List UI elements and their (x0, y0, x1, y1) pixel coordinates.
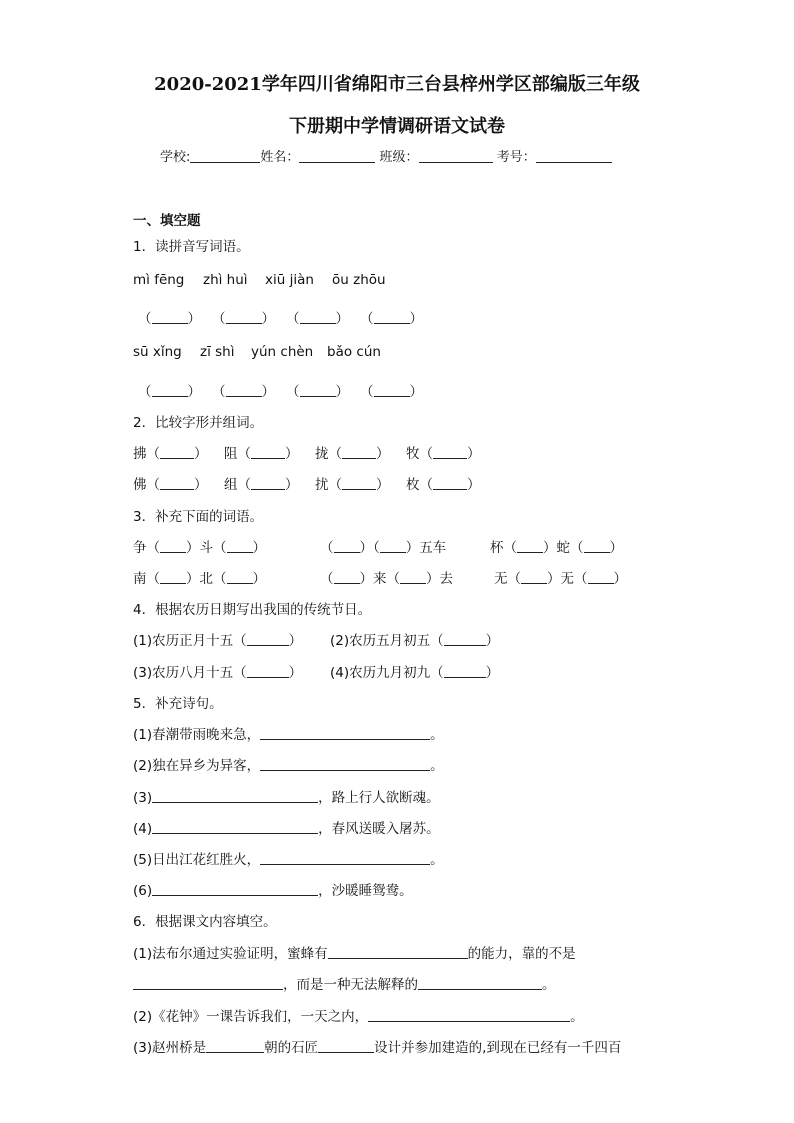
char-item[interactable]: 牧（ ） (406, 446, 481, 462)
idiom-item[interactable]: （ ）（ ）五车 (320, 540, 447, 556)
char-item[interactable]: 组（ ） (224, 477, 299, 493)
festival-item[interactable]: (4)农历九月初九（ ） (330, 665, 500, 681)
idiom-item[interactable]: 南（ ）北（ ） (133, 571, 266, 587)
poem-line[interactable]: (1)春潮带雨晚来急， 。 (133, 727, 444, 743)
name-field[interactable] (299, 148, 375, 163)
idiom-item[interactable]: 杯（ ）蛇（ ） (490, 540, 623, 556)
pinyin: sū xǐng (133, 344, 182, 360)
answer-blank[interactable]: （ ） (360, 311, 423, 327)
pinyin: yún chèn (251, 344, 314, 360)
title-line-1: 2020-2021学年四川省绵阳市三台县梓州学区部编版三年级 (154, 74, 640, 95)
poem-line[interactable]: (6) ，沙暖睡鸳鸯。 (133, 883, 413, 899)
text-fill-line[interactable]: (3)赵州桥是 朝的石匠 设计并参加建造的,到现在已经有一千四百 (133, 1040, 622, 1056)
poem-line[interactable]: (4) ，春风送暖入屠苏。 (133, 821, 440, 837)
q6-stem: 6．根据课文内容填空。 (133, 914, 277, 930)
char-item[interactable]: 佛（ ） (133, 477, 208, 493)
idiom-item[interactable]: 无（ ）无（ ） (494, 571, 627, 587)
char-item[interactable]: 拂（ ） (133, 446, 208, 462)
poem-line[interactable]: (2)独在异乡为异客， 。 (133, 758, 444, 774)
answer-blank[interactable]: （ ） (286, 311, 349, 327)
char-item[interactable]: 扰（ ） (315, 477, 390, 493)
answer-blank[interactable]: （ ） (212, 311, 275, 327)
char-item[interactable]: 枚（ ） (406, 477, 481, 493)
student-info-row (160, 146, 612, 165)
number-label: 考号： (496, 150, 536, 165)
school-label: 学校: (160, 150, 191, 165)
text-fill-line[interactable]: (2)《花钟》一课告诉我们，一天之内， 。 (133, 1009, 584, 1025)
idiom-item[interactable]: 争（ ）斗（ ） (133, 540, 266, 556)
text-fill-line[interactable]: (1)法布尔通过实验证明，蜜蜂有 的能力，靠的不是 (133, 946, 576, 962)
section-heading: 一、填空题 (133, 213, 201, 229)
pinyin: xiū jiàn (265, 272, 314, 288)
char-item[interactable]: 拢（ ） (315, 446, 390, 462)
name-label: 姓名： (260, 150, 300, 165)
pinyin: mì fēng (133, 272, 185, 288)
pinyin: bǎo cún (327, 344, 381, 360)
text-fill-line[interactable]: ，而是一种无法解释的 。 (133, 973, 556, 993)
class-field[interactable] (419, 148, 493, 163)
title-line-2: 下册期中学情调研语文试卷 (289, 116, 505, 137)
school-field[interactable] (190, 148, 260, 163)
q4-stem: 4．根据农历日期写出我国的传统节日。 (133, 602, 372, 618)
answer-blank[interactable]: （ ） (138, 384, 201, 400)
q1-stem: 1．读拼音写词语。 (133, 239, 250, 255)
festival-item[interactable]: (2)农历五月初五（ ） (330, 633, 500, 649)
idiom-item[interactable]: （ ）来（ ）去 (320, 571, 453, 587)
poem-line[interactable]: (3) ，路上行人欲断魂。 (133, 790, 440, 806)
number-field[interactable] (536, 148, 612, 163)
pinyin: zī shì (200, 344, 235, 360)
pinyin: ōu zhōu (332, 272, 386, 288)
festival-item[interactable]: (1)农历正月十五（ ） (133, 633, 303, 649)
class-label: 班级： (379, 150, 419, 165)
q5-stem: 5．补充诗句。 (133, 696, 223, 712)
festival-item[interactable]: (3)农历八月十五（ ） (133, 665, 303, 681)
char-item[interactable]: 阻（ ） (224, 446, 299, 462)
answer-blank[interactable]: （ ） (212, 384, 275, 400)
q3-stem: 3．补充下面的词语。 (133, 509, 264, 525)
answer-blank[interactable]: （ ） (286, 384, 349, 400)
answer-blank[interactable]: （ ） (138, 311, 201, 327)
pinyin: zhì huì (203, 272, 248, 288)
answer-blank[interactable]: （ ） (360, 384, 423, 400)
q2-stem: 2．比较字形并组词。 (133, 415, 264, 431)
poem-line[interactable]: (5)日出江花红胜火， 。 (133, 852, 444, 868)
